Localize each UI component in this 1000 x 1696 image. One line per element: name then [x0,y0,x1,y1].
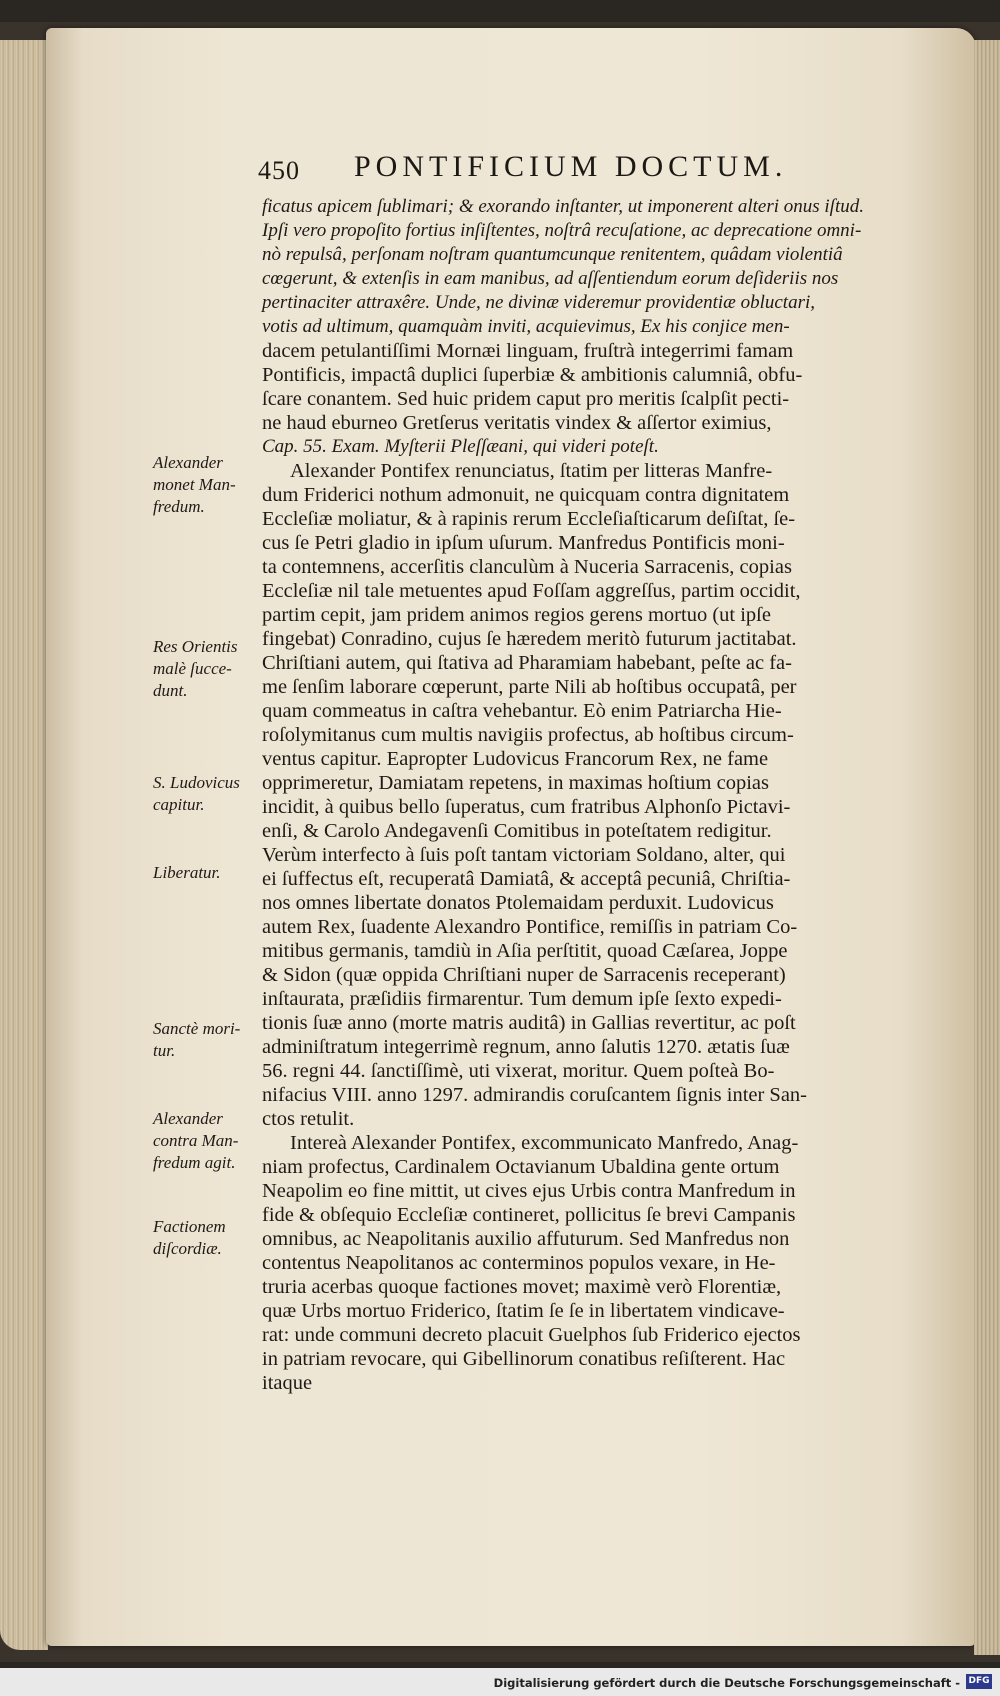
margin-note [153,1216,263,1260]
text-line: Eccleſiæ nil tale metuentes apud Foſſam aggreſſus, partim occidit, [262,580,801,602]
text-line: ventus capitur. Eapropter Ludovicus Francorum Rex, ne fame [262,748,769,770]
text-line: contentus Neapolitanos ac conterminos populos vexare, in He- [262,1252,776,1274]
text-line: ctos retulit. [262,1108,355,1130]
footer-credit: Digitalisierung gefördert durch die Deutsche Forschungsgemeinschaft - [493,1676,960,1690]
text-line: Ipſi vero propoſito fortius inſiſtentes, noſtrâ recuſatione, ac deprecatione omni- [262,220,862,241]
text-line: Eccleſiæ moliatur, & à rapinis rerum Eccleſiaſticarum deſiſtat, ſe- [262,508,796,530]
text-line: tionis ſuæ anno (morte matris auditâ) in Gallias revertitur, ac poſt [262,1012,796,1034]
text-line: rat: unde communi decreto placuit Guelphos ſub Friderico ejectos [262,1324,801,1346]
text-line: ne haud eburneo Gretſerus veritatis vindex & aſſertor eximius, [262,412,772,434]
text-line: Intereà Alexander Pontifex, excommunicato Manfredo, Anag- [290,1132,799,1154]
text-line: cus ſe Petri gladio in ipſum uſurum. Manfredus Pontificis moni- [262,532,785,554]
margin-note-line: dunt. [153,681,188,700]
margin-note-line: Liberatur. [153,863,221,882]
text-line: incidit, à quibus bello ſuperatus, cum fratribus Alphonſo Pictavi- [262,796,791,818]
text-line: ta contemnens, accerſitis clanculùm à Nuceria Sarracenis, copias [262,556,792,578]
text-line: 56. regni 44. ſanctiſſimè, uti vixerat, moritur. Quem poſteà Bo- [262,1060,775,1082]
text-line: dum Friderici nothum admonuit, ne quicquam contra dignitatem [262,484,790,506]
text-line: nò repulsâ, perſonam noſtram quantumcunque renitentem, quâdam violentiâ [262,244,843,265]
text-line: quam commeatus in caſtra vehebantur. Eò enim Patriarcha Hie- [262,700,782,722]
text-line: omnibus, ac Neapolitanis auxilio affuturum. Sed Manfredus non [262,1228,790,1250]
text-line: ſcare conantem. Sed huic pridem caput pro meritis ſcalpſit pecti- [262,388,790,410]
margin-note-line: tur. [153,1041,176,1060]
margin-note-line: monet Man- [153,475,236,494]
text-line: partim cepit, jam pridem animos regios gerens mortuo (ut ipſe [262,604,771,626]
text-line: fide & obſequio Eccleſiæ contineret, pollicitus ſe brevi Campanis [262,1204,796,1226]
margin-note-line: contra Man- [153,1131,239,1150]
text-line: votis ad ultimum, quamquàm inviti, acquievimus, Ex his conjice men- [262,316,790,337]
margin-note-line: Factionem [153,1217,226,1236]
text-line: itaque [262,1372,313,1394]
text-line: truria acerbas quoque factiones movet; maximè verò Florentiæ, [262,1276,782,1298]
margin-note-line: fredum. [153,497,205,516]
text-line: quæ Urbs mortuo Friderico, ſtatim ſe ſe in libertatem vindicave- [262,1300,785,1322]
text-line: Verùm interfecto à ſuis poſt tantam victoriam Soldano, alter, qui [262,844,786,866]
page-stack-left [0,40,48,1650]
text-line: Alexander Pontifex renunciatus, ſtatim per litteras Manfre- [290,460,773,482]
text-line: Pontificis, impactâ duplici ſuperbiæ & ambitionis calumniâ, obfu- [262,364,803,386]
text-line: niam profectus, Cardinalem Octavianum Ubaldina gente ortum [262,1156,780,1178]
margin-note-line: S. Ludovicus [153,773,240,792]
text-line: cœgerunt, & extenſis in eam manibus, ad aſſentiendum eorum deſideriis nos [262,268,839,289]
text-line: adminiſtratum integerrimè regnum, anno ſalutis 1270. ætatis ſuæ [262,1036,790,1058]
page-stack-right [974,40,1000,1655]
text-line: mitibus germanis, tamdiù in Aſia perſtitit, quoad Cæſarea, Joppe [262,940,788,962]
text-line: autem Rex, ſuadente Alexandro Pontifice, remiſſis in patriam Co- [262,916,798,938]
text-line: Cap. 55. Exam. Myſterii Pleſſæani, qui videri poteſt. [262,436,659,457]
page-title: PONTIFICIUM DOCTUM. [354,150,788,183]
margin-note [153,1108,263,1174]
margin-note-line: Sanctè mori- [153,1019,241,1038]
margin-note [153,1018,263,1062]
text-line: pertinaciter attraxêre. Unde, ne divinæ videremur providentiæ obluctari, [262,292,816,313]
margin-note [153,636,263,702]
page-number: 450 [258,156,300,185]
footer-bar [0,1668,1000,1696]
text-line: & Sidon (quæ oppida Chriſtiani nuper de Sarracenis receperant) [262,964,786,986]
text-line: enſi, & Carolo Andegavenſi Comitibus in poteſtatem redigitur. [262,820,772,842]
text-line: Neapolim eo fine mittit, ut cives ejus Urbis contra Manfredum in [262,1180,796,1202]
margin-note [153,772,263,816]
text-line: dacem petulantiſſimi Mornæi linguam, fruſtrà integerrimi famam [262,340,794,362]
running-head [258,150,878,190]
margin-note-line: Alexander [153,1109,223,1128]
body-text [262,195,874,1419]
margin-note-line: Res Orientis [153,637,238,656]
text-line: in patriam revocare, qui Gibellinorum conatibus reſiſterent. Hac [262,1348,786,1370]
margin-note-line: diſcordiæ. [153,1239,222,1258]
margin-note [153,862,263,884]
text-line: fingebat) Conradino, cujus ſe hæredem meritò futurum jactitabat. [262,628,797,650]
text-line: me ſenſim laborare cœperunt, parte Nili ab hoſtibus occupatâ, per [262,676,797,698]
margin-note-line: fredum agit. [153,1153,236,1172]
text-line: ei ſuffectus eſt, recuperatâ Damiatâ, & acceptâ pecuniâ, Chriſtia- [262,868,791,890]
text-line: nos omnes libertate donatos Ptolemaidam perduxit. Ludovicus [262,892,774,914]
text-line: inſtaurata, præſidiis firmarentur. Tum demum ipſe ſexto expedi- [262,988,782,1010]
text-line: ficatus apicem ſublimari; & exorando inſtanter, ut imponerent alteri onus iſtud. [262,196,864,217]
text-line: nifacius VIII. anno 1297. admirandis coruſcantem ſignis inter San- [262,1084,808,1106]
text-line: Chriſtiani autem, qui ſtativa ad Pharamiam habebant, peſte ac fa- [262,652,792,674]
margin-note [153,452,263,518]
margin-note-line: Alexander [153,453,223,472]
catchword [262,1395,874,1419]
dfg-logo[interactable]: DFG [966,1674,992,1689]
margin-note-line: malè ſucce- [153,659,232,678]
text-line: opprimeretur, Damiatam repetens, in maximas hoſtium copias [262,772,769,794]
margin-note-line: capitur. [153,795,205,814]
text-line: roſolymitanus cum multis navigiis profectus, ab hoſtibus circum- [262,724,794,746]
